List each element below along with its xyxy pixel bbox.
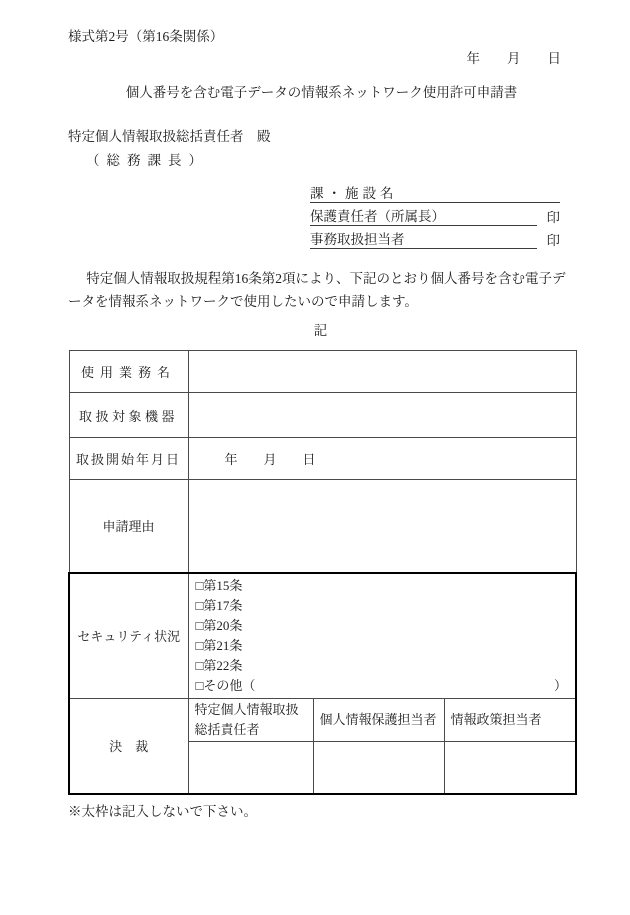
checkbox-article-20[interactable]: □第20条 xyxy=(195,617,243,633)
seal-mark: 印 xyxy=(546,210,560,225)
approval-column-general-manager: 特定個人情報取扱総括責任者 xyxy=(188,698,313,741)
department-name-label: 課・施設名 xyxy=(310,186,398,201)
start-date-row xyxy=(69,438,576,480)
application-statement xyxy=(68,267,575,313)
equipment-row xyxy=(69,393,576,438)
start-date-label: 取扱開始年月日 xyxy=(69,438,188,480)
approval-column-privacy-officer: 個人情報保護担当者 xyxy=(313,698,444,741)
approval-sign-cell-privacy-officer[interactable] xyxy=(313,741,444,794)
security-checkbox-list xyxy=(188,573,576,699)
clerk-label: 事務取扱担当者 xyxy=(310,232,405,247)
security-label: セキュリティ状況 xyxy=(69,573,188,699)
footnote: ※太枠は記入しないで下さい。 xyxy=(68,804,257,819)
protection-manager-label: 保護責任者（所属長） xyxy=(310,209,445,224)
checkbox-other[interactable] xyxy=(196,676,568,696)
equipment-input-cell[interactable] xyxy=(188,393,576,438)
clerk-field[interactable] xyxy=(310,231,537,249)
approval-sign-cell-it-policy-officer[interactable] xyxy=(444,741,576,794)
business-name-row xyxy=(69,351,576,393)
approval-label: 決 裁 xyxy=(69,698,188,794)
ki-heading: 記 xyxy=(313,323,330,338)
application-table xyxy=(68,350,577,795)
approval-header-row xyxy=(69,698,576,741)
start-date-input-cell[interactable]: 年 月 日 xyxy=(188,438,576,480)
reason-label: 申請理由 xyxy=(69,480,188,573)
approval-column-it-policy-officer: 情報政策担当者 xyxy=(444,698,576,741)
statement-line-1: 特定個人情報取扱規程第16条第2項により、下記のとおり個人番号を含む電子デ xyxy=(86,271,566,286)
department-name-row xyxy=(310,180,560,203)
seal-mark: 印 xyxy=(546,233,560,248)
security-row xyxy=(69,573,576,699)
checkbox-article-22[interactable]: □第22条 xyxy=(195,657,243,673)
department-name-field[interactable] xyxy=(310,185,560,203)
date-year-month-day: 年 月 日 xyxy=(466,51,561,66)
business-name-label: 使用業務名 xyxy=(69,351,188,393)
checkbox-article-15[interactable]: □第15条 xyxy=(195,577,243,593)
checkbox-article-17[interactable]: □第17条 xyxy=(195,597,243,613)
checkbox-other-close-paren: ） xyxy=(554,677,568,693)
checkbox-article-21[interactable]: □第21条 xyxy=(195,637,243,653)
statement-line-2: ータを情報系ネットワークで使用したいので申請します。 xyxy=(68,294,418,309)
reason-row xyxy=(69,480,576,573)
protection-manager-field[interactable] xyxy=(310,208,537,226)
signature-block xyxy=(310,180,560,249)
checkbox-other-label: □その他（ xyxy=(195,677,256,693)
approval-sign-cell-general-manager[interactable] xyxy=(188,741,313,794)
reason-input-cell[interactable] xyxy=(188,480,576,573)
addressee: 特定個人情報取扱総括責任者 殿 xyxy=(68,129,271,144)
protection-manager-row xyxy=(310,203,560,226)
document-title: 個人番号を含む電子データの情報系ネットワーク使用許可申請書 xyxy=(125,85,518,100)
form-number: 様式第2号（第16条関係） xyxy=(68,29,224,44)
equipment-label: 取扱対象機器 xyxy=(69,393,188,438)
clerk-row xyxy=(310,226,560,249)
business-name-input-cell[interactable] xyxy=(188,351,576,393)
addressee-sub: （総務課長） xyxy=(86,153,209,168)
